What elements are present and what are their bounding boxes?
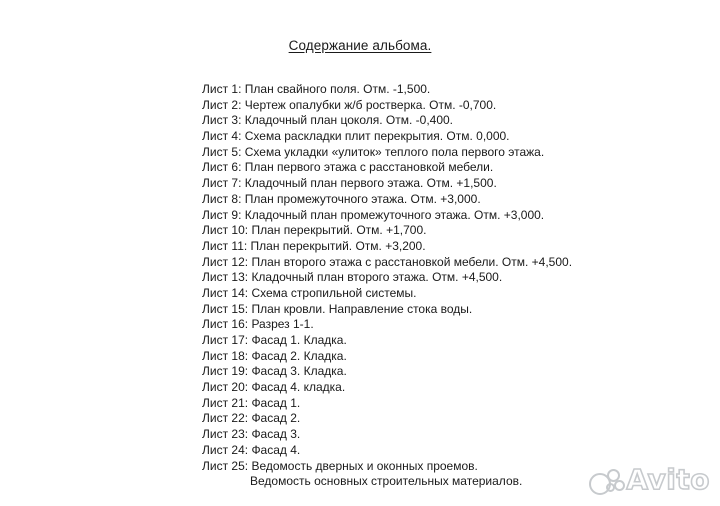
- sheet-title: Чертеж опалубки ж/б ростверка. Отм. -0,700.: [244, 97, 497, 112]
- sheet-item: [202, 239, 572, 255]
- sheet-title: Фасад 1. Кладка.: [251, 333, 347, 347]
- sheet-number: Лист 25:: [202, 458, 249, 473]
- sheet-item: [202, 145, 572, 161]
- sheet-number: Лист 9:: [202, 207, 242, 222]
- sheet-item: [202, 255, 572, 271]
- sheet-number: Лист 20:: [202, 380, 249, 395]
- sheet-title: Фасад 4. кладка.: [251, 380, 346, 395]
- sheet-title: Фасад 1.: [251, 395, 301, 410]
- sheet-item: [202, 302, 572, 318]
- sheet-number: Лист 14:: [202, 285, 249, 300]
- sheet-number: Лист 6:: [202, 160, 242, 175]
- sheet-title: Схема раскладки плит перекрытия. Отм. 0,000.: [244, 129, 510, 144]
- sheet-number: Лист 4:: [202, 129, 242, 144]
- sheet-item: [202, 113, 572, 129]
- sheet-title: Фасад 2.: [251, 411, 301, 426]
- sheet-item: [202, 459, 572, 490]
- sheet-item: [202, 270, 572, 286]
- sheet-number: Лист 22:: [202, 411, 249, 426]
- sheet-item: [202, 333, 572, 349]
- watermark-text: Avito: [626, 463, 710, 496]
- avito-dots-icon: [589, 467, 623, 493]
- sheet-title: План кровли. Направление стока воды.: [251, 301, 473, 316]
- sheet-title: План перекрытий. Отм. +1,700.: [251, 223, 427, 238]
- sheet-item: [202, 208, 572, 224]
- sheet-item: [202, 98, 572, 114]
- sheet-title: План свайного поля. Отм. -1,500.: [244, 82, 431, 96]
- sheet-number: Лист 11:: [202, 238, 248, 253]
- sheet-number: Лист 17:: [202, 333, 249, 347]
- sheet-item: [202, 427, 572, 443]
- sheet-item: [202, 364, 572, 380]
- sheet-number: Лист 23:: [202, 427, 249, 442]
- sheet-number: Лист 3:: [202, 113, 242, 128]
- sheet-item: [202, 82, 572, 98]
- sheet-item: [202, 317, 572, 333]
- sheet-item: [202, 286, 572, 302]
- page-title: Содержание альбома.: [288, 38, 432, 53]
- sheet-number: Лист 12:: [202, 254, 249, 269]
- sheet-title: Фасад 4.: [251, 442, 301, 457]
- sheet-title: Схема укладки «улиток» теплого пола первого этажа.: [244, 144, 545, 159]
- sheet-item: [202, 129, 572, 145]
- sheet-list: [202, 82, 572, 490]
- sheet-title-continuation: Ведомость основных строительных материалов.: [250, 474, 523, 489]
- sheet-number: Лист 7:: [202, 176, 242, 191]
- sheet-title: План второго этажа с расстановкой мебели. Отм. +4,500.: [251, 254, 573, 269]
- sheet-title: Кладочный план второго этажа. Отм. +4,500.: [251, 270, 503, 285]
- sheet-number: Лист 15:: [202, 301, 249, 316]
- sheet-title: План перекрытий. Отм. +3,200.: [250, 238, 426, 253]
- sheet-title: Кладочный план цоколя. Отм. -0,400.: [244, 113, 454, 128]
- sheet-number: Лист 8:: [202, 191, 242, 206]
- sheet-number: Лист 24:: [202, 442, 249, 457]
- sheet-title: Ведомость дверных и оконных проемов.: [251, 458, 478, 473]
- sheet-number: Лист 13:: [202, 270, 249, 285]
- sheet-item: [202, 176, 572, 192]
- sheet-number: Лист 10:: [202, 223, 249, 238]
- sheet-number: Лист 16:: [202, 317, 249, 332]
- sheet-title: Фасад 3. Кладка.: [251, 364, 347, 379]
- sheet-item: [202, 396, 572, 412]
- sheet-number: Лист 19:: [202, 364, 249, 379]
- sheet-title: Кладочный план промежуточного этажа. Отм. +3,000.: [244, 207, 545, 222]
- sheet-item: [202, 192, 572, 208]
- sheet-number: Лист 21:: [202, 395, 249, 410]
- sheet-title: Фасад 3.: [251, 427, 301, 442]
- sheet-number: Лист 2:: [202, 97, 242, 112]
- sheet-title: План первого этажа с расстановкой мебели.: [244, 160, 494, 175]
- sheet-title: Разрез 1-1.: [251, 317, 314, 332]
- sheet-item: [202, 223, 572, 239]
- sheet-number: Лист 18:: [202, 348, 249, 363]
- sheet-item: [202, 411, 572, 427]
- sheet-title: План промежуточного этажа. Отм. +3,000.: [244, 191, 481, 206]
- sheet-title: Кладочный план первого этажа. Отм. +1,500.: [244, 176, 497, 191]
- sheet-title: Фасад 2. Кладка.: [251, 348, 347, 363]
- sheet-item: [202, 443, 572, 459]
- sheet-item: [202, 349, 572, 365]
- sheet-number: Лист 5:: [202, 144, 242, 159]
- avito-watermark: [589, 463, 710, 496]
- sheet-number: Лист 1:: [202, 82, 242, 96]
- sheet-item: [202, 160, 572, 176]
- sheet-item: [202, 380, 572, 396]
- sheet-title: Схема стропильной системы.: [251, 285, 417, 300]
